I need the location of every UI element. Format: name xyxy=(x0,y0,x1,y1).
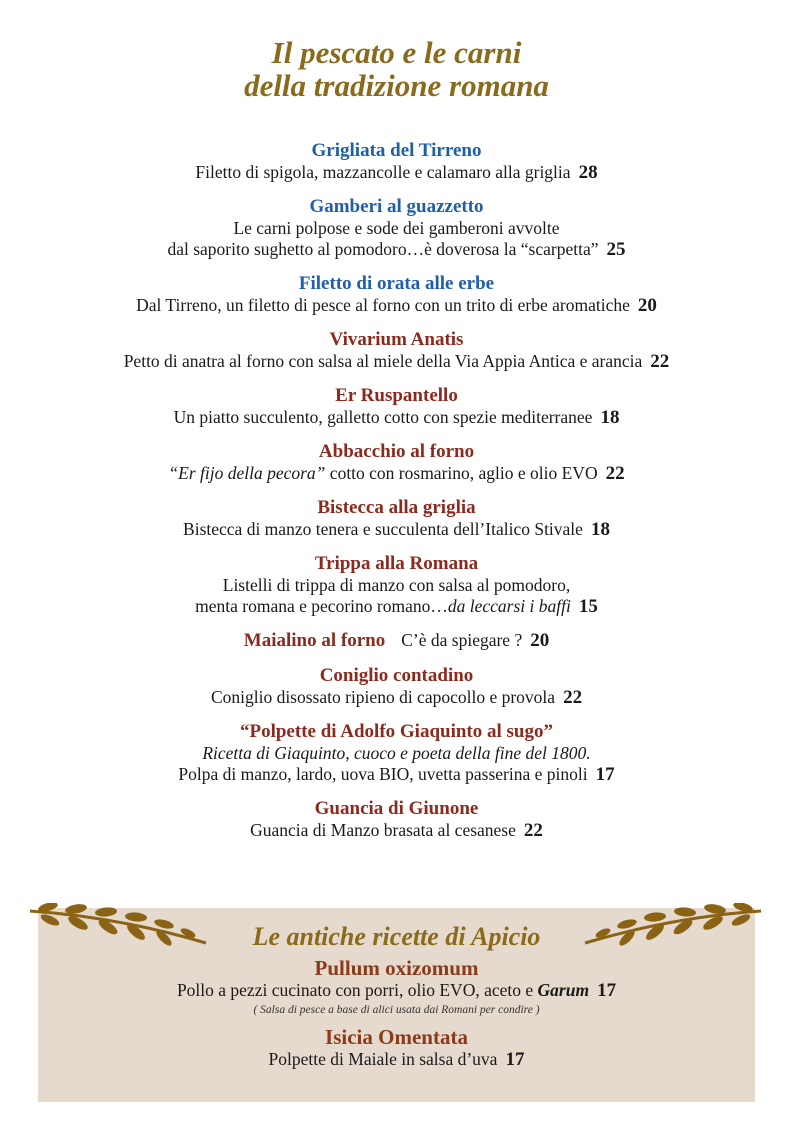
dish-price: 25 xyxy=(606,239,626,260)
dish-price: 18 xyxy=(600,407,620,428)
dish-name: Guancia di Giunone xyxy=(314,798,479,819)
dish-description: Coniglio disossato ripieno di capocollo e provola 22 xyxy=(210,687,583,708)
dish-description: Petto di anatra al forno con salsa al miele della Via Appia Antica e arancia 22 xyxy=(123,351,670,372)
dish-name: Pullum oxizomum xyxy=(314,956,479,980)
menu-item xyxy=(0,630,793,652)
menu-item xyxy=(0,665,793,708)
dish-name: Filetto di orata alle erbe xyxy=(298,273,495,294)
dish-description: C’è da spiegare ? 20 xyxy=(401,630,550,651)
dish-name: Coniglio contadino xyxy=(319,665,474,686)
dish-description: Listelli di trippa di manzo con salsa al pomodoro, xyxy=(222,575,571,595)
menu-item xyxy=(0,196,793,260)
menu-item xyxy=(0,385,793,428)
dish-price: 28 xyxy=(578,162,598,183)
dish-name: Trippa alla Romana xyxy=(314,553,479,574)
page-title-line-1: Il pescato e le carni xyxy=(271,35,522,70)
menu-item xyxy=(0,140,793,183)
dish-name: Isicia Omentata xyxy=(325,1025,468,1049)
menu-item xyxy=(0,497,793,540)
dish-price: 18 xyxy=(590,519,610,540)
dish-price: 17 xyxy=(595,764,615,785)
dish-name: Abbacchio al forno xyxy=(318,441,475,462)
dish-description: Guancia di Manzo brasata al cesanese 22 xyxy=(250,820,543,841)
dish-price: 20 xyxy=(530,630,550,651)
dish-name: Vivarium Anatis xyxy=(329,329,464,350)
dish-price: 20 xyxy=(637,295,657,316)
dish-subtitle: Ricetta di Giaquinto, cuoco e poeta della fine del 1800. xyxy=(202,743,591,763)
dish-price: 22 xyxy=(605,463,625,484)
dish-name: Maialino al forno xyxy=(243,630,386,651)
dish-name: Er Ruspantello xyxy=(335,385,458,406)
menu-item xyxy=(0,553,793,617)
menu-item xyxy=(0,721,793,785)
dish-description: Pollo a pezzi cucinato con porri, olio EVO, aceto e Garum 17 xyxy=(176,980,617,1001)
dish-description: Le carni polpose e sode dei gamberoni avvolte xyxy=(233,218,560,238)
dish-description: menta romana e pecorino romano…da leccarsi i baffi 15 xyxy=(195,596,598,617)
dish-description: Bistecca di manzo tenera e succulenta dell’Italico Stivale 18 xyxy=(183,519,610,540)
dish-description: Dal Tirreno, un filetto di pesce al forno con un trito di erbe aromatiche 20 xyxy=(136,295,657,316)
page-title xyxy=(0,36,793,102)
apicio-title: Le antiche ricette di Apicio xyxy=(252,922,541,951)
dish-description: Filetto di spigola, mazzancolle e calamaro alla griglia 28 xyxy=(195,162,598,183)
dish-price: 15 xyxy=(578,596,598,617)
dish-price: 22 xyxy=(523,820,543,841)
dish-name: Bistecca alla griglia xyxy=(317,497,476,518)
dish-price: 17 xyxy=(505,1049,525,1070)
laurel-left-icon xyxy=(28,903,213,949)
laurel-right-icon xyxy=(578,903,763,949)
dish-name: Grigliata del Tirreno xyxy=(311,140,482,161)
dish-price: 22 xyxy=(650,351,670,372)
dish-description: dal saporito sughetto al pomodoro…è doverosa la “scarpetta” 25 xyxy=(167,239,626,260)
menu-item xyxy=(0,329,793,372)
menu-item xyxy=(0,273,793,316)
dish-name: Gamberi al guazzetto xyxy=(309,196,484,217)
dish-name: “Polpette di Adolfo Giaquinto al sugo” xyxy=(239,721,554,742)
dish-description: Polpette di Maiale in salsa d’uva 17 xyxy=(268,1049,525,1070)
dish-description: Polpa di manzo, lardo, uova BIO, uvetta passerina e pinoli 17 xyxy=(178,764,615,785)
menu-item xyxy=(0,798,793,841)
menu-item xyxy=(0,441,793,484)
menu-list xyxy=(0,140,793,854)
dish-note: ( Salsa di pesce a base di alici usata dai Romani per condire ) xyxy=(253,1004,540,1016)
dish-price: 22 xyxy=(563,687,583,708)
dish-description: “Er fijo della pecora” cotto con rosmarino, aglio e olio EVO 22 xyxy=(168,463,625,484)
dish-description: Un piatto succulento, galletto cotto con spezie mediterranee 18 xyxy=(173,407,620,428)
page-title-line-2: della tradizione romana xyxy=(244,68,549,103)
dish-price: 17 xyxy=(597,980,617,1001)
